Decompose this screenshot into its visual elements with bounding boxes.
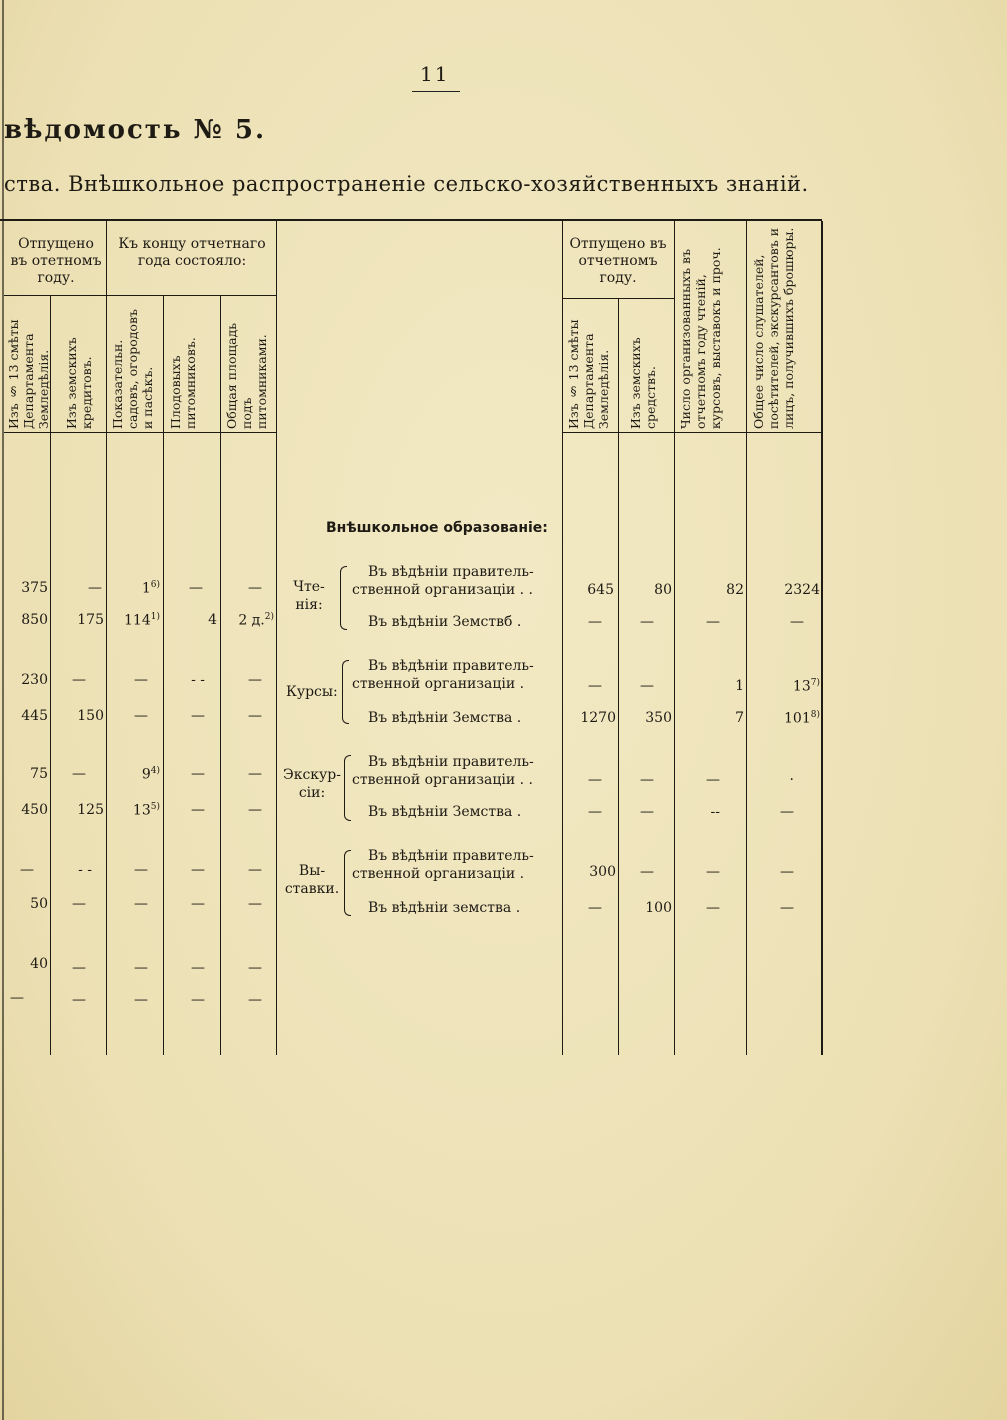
hline-right-group <box>562 298 674 299</box>
table-cell: 2324 <box>784 582 820 598</box>
table-cell: 175 <box>77 612 104 628</box>
table-cell: 7 <box>735 710 744 726</box>
header-allocated-right: Отпущено въ отчетномъ году. <box>569 236 667 286</box>
table-cell: — <box>780 864 794 880</box>
col-header-fruit-nurseries: Плодовыхъ питомниковъ. <box>168 337 198 429</box>
table-cell: 450 <box>21 802 48 818</box>
table-cell: — <box>706 864 720 880</box>
table-cell: — <box>588 772 602 788</box>
hline-header-bottom-right <box>562 432 822 433</box>
table-cell: — <box>248 766 262 782</box>
table-cell: — <box>780 900 794 916</box>
table-cell: 4 <box>208 612 217 628</box>
table-cell: — <box>248 802 262 818</box>
table-cell: 300 <box>589 864 616 880</box>
group-name-courses: Курсы: <box>286 684 338 700</box>
col-header-events-count: Число организованныхъ въ отчетномъ году чтеній, курсовъ, выставокъ и проч. <box>678 247 723 429</box>
vline-h <box>674 221 675 1055</box>
table-cell: — <box>248 896 262 912</box>
table-cell: 50 <box>30 896 48 912</box>
table-cell: — <box>248 960 262 976</box>
row-desc: Въ вѣдѣнiи земства . <box>368 900 521 916</box>
table-cell: 1$^{6)}$ <box>141 580 160 597</box>
group-name-excursions: Экскур- сiи: <box>283 767 341 801</box>
col-header-model-gardens: Показательн. садовъ, огородовъ и пасѣкъ. <box>110 309 155 429</box>
table-cell: — <box>134 862 148 878</box>
brace-excursions <box>344 755 351 821</box>
table-cell: — <box>588 804 602 820</box>
table-cell: — <box>706 900 720 916</box>
table-cell: — <box>134 896 148 912</box>
table-cell: 445 <box>21 708 48 724</box>
table-cell: — <box>134 992 148 1008</box>
brace-readings <box>340 566 347 630</box>
row-desc: Въ вѣдѣнiи Земства . <box>368 710 522 726</box>
table-cell: 125 <box>77 802 104 818</box>
row-desc: Въ вѣдѣнiи Земства . <box>368 804 522 820</box>
hline-left-group1 <box>4 295 106 296</box>
vline-f <box>562 221 563 1055</box>
header-end-of-year: Къ концу отчетнаго года состояло: <box>118 236 266 269</box>
col-header-zemstvo-means: Изъ земскихъ средствъ. <box>628 337 658 429</box>
vline-g <box>618 298 619 1055</box>
table-cell: — <box>191 992 205 1008</box>
table-cell: 230 <box>21 672 48 688</box>
col-header-attendees: Общее число слушателей, посѣтителей, экскурсантовъ и лицъ, получившихъ брошюры. <box>751 227 796 429</box>
table-cell: — <box>640 804 654 820</box>
table-cell: -- <box>710 804 720 820</box>
table-cell: 850 <box>21 612 48 628</box>
col-header-dept-funds-right: Изъ § 13 смѣты Департамента Земледѣлія. <box>566 319 611 429</box>
col-header-nursery-area: Общая площадь подъ питомниками. <box>224 322 269 429</box>
table-cell: 150 <box>77 708 104 724</box>
table-cell: — <box>72 896 86 912</box>
vline-e <box>276 221 277 1055</box>
table-cell: — <box>248 992 262 1008</box>
table-cell: — <box>72 766 86 782</box>
table-cell: 2 д.$^{2)}$ <box>238 612 274 629</box>
table-cell: — <box>640 772 654 788</box>
table-cell: — <box>72 672 86 688</box>
header-allocated-left: Отпущено въ отетномъ году. <box>10 236 102 286</box>
table-cell: — <box>640 678 654 694</box>
document-subtitle: ства. Внѣшкольное распространенiе сельско-хозяйственныхъ знанiй. <box>4 172 809 196</box>
table-cell: — <box>588 900 602 916</box>
table-cell: — <box>88 580 102 596</box>
row-desc: Въ вѣдѣнiи правитель- ственной организацiи . <box>352 658 534 692</box>
table-cell: — <box>191 766 205 782</box>
table-cell: — <box>134 672 148 688</box>
table-cell: 13$^{5)}$ <box>132 802 160 819</box>
table-cell: — <box>191 802 205 818</box>
table-cell: 1270 <box>580 710 616 726</box>
table-cell: 13$^{7)}$ <box>792 678 820 695</box>
table-cell: — <box>72 992 86 1008</box>
table-cell: 645 <box>587 582 614 598</box>
table-cell: 80 <box>654 582 672 598</box>
group-name-readings: Чте- нiя: <box>293 579 325 613</box>
table-cell: — <box>72 960 86 976</box>
row-desc: Въ вѣдѣнiи Земствб . <box>368 614 522 630</box>
table-cell: — <box>780 804 794 820</box>
brace-courses <box>342 660 349 724</box>
table-cell: — <box>10 990 24 1006</box>
vline-b <box>106 221 107 1055</box>
table-cell: — <box>248 708 262 724</box>
document-title: вѣдомость № 5. <box>4 115 267 145</box>
vline-right <box>821 221 823 1055</box>
table-cell: — <box>189 580 203 596</box>
table-cell: — <box>706 614 720 630</box>
table-cell: 100 <box>645 900 672 916</box>
col-header-dept-funds: Изъ § 13 смѣты Департамента Земледѣлія. <box>6 319 51 429</box>
vline-c <box>163 295 164 1055</box>
table-cell: — <box>134 708 148 724</box>
table-cell: — <box>640 614 654 630</box>
table-cell: 1 <box>735 678 744 694</box>
table-cell: 375 <box>21 580 48 596</box>
row-desc: Въ вѣдѣнiи правитель- ственной организацiи . . <box>352 564 534 598</box>
table-cell: 75 <box>30 766 48 782</box>
row-desc: Въ вѣдѣнiи правитель- ственной организацiи . . <box>352 754 534 788</box>
brace-exhibitions <box>344 850 351 916</box>
table-cell: · <box>789 772 794 788</box>
table-cell: 350 <box>645 710 672 726</box>
table-cell: — <box>248 672 262 688</box>
table-cell: — <box>134 960 148 976</box>
table-cell: 9$^{4)}$ <box>141 766 160 783</box>
vline-d <box>220 295 221 1055</box>
page-number: 11 <box>420 62 450 86</box>
table-cell: 101$^{8)}$ <box>784 710 820 727</box>
table-cell: — <box>706 772 720 788</box>
table-cell: — <box>191 960 205 976</box>
row-desc: Въ вѣдѣнiи правитель- ственной организацiи . <box>352 848 534 882</box>
table-cell: — <box>588 614 602 630</box>
table-cell: 40 <box>30 956 48 972</box>
table-top-rule <box>0 219 822 221</box>
group-name-exhibitions: Вы- ставки. <box>284 863 340 897</box>
hline-header-bottom-left <box>4 432 276 433</box>
hline-left-group2 <box>106 295 276 296</box>
table-cell: — <box>640 864 654 880</box>
table-cell: — <box>191 862 205 878</box>
section-heading: Внѣшкольное образованiе: <box>326 520 548 536</box>
table-cell: — <box>248 580 262 596</box>
table-cell: — <box>191 708 205 724</box>
table-cell: — <box>588 678 602 694</box>
page-number-rule <box>412 91 460 92</box>
vline-i <box>746 221 747 1055</box>
table-cell: 114$^{1)}$ <box>124 612 160 629</box>
col-header-zemstvo-credits: Изъ земскихъ кредитовъ. <box>64 337 94 429</box>
table-cell: 82 <box>726 582 744 598</box>
table-cell: — <box>191 896 205 912</box>
table-cell: - - <box>191 672 205 688</box>
table-cell: - - <box>78 862 92 878</box>
table-cell: — <box>20 862 34 878</box>
table-cell: — <box>790 614 804 630</box>
table-cell: — <box>248 862 262 878</box>
